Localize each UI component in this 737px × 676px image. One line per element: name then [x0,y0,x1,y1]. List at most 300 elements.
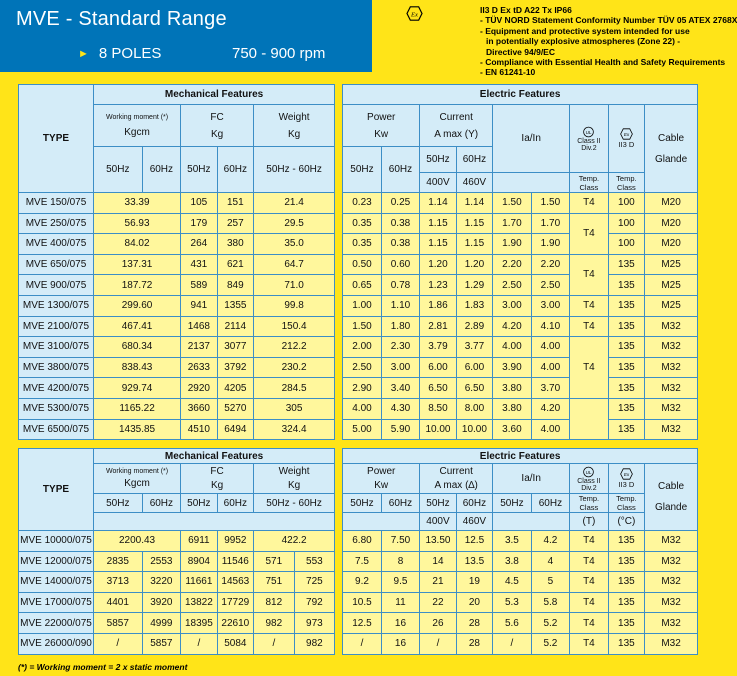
weight-value: 284.5 [254,378,335,399]
weight60-value: 792 [294,592,335,613]
weight50-value: / [254,633,295,654]
current400-value: 2.81 [420,316,456,337]
note-line: - Equipment and protective system intended for use in potentially explosive atmospheres (Zone 22) - Directive 94/9/EC [480,25,690,57]
iain50-value: 3.5 [493,531,532,552]
fc50-value: 18395 [181,613,217,634]
working-moment-value: 299.60 [93,295,180,316]
power50-value: 2.90 [343,378,382,399]
power60-value: 0.60 [381,254,420,275]
blank-cell [343,513,420,531]
fc60-value: 380 [217,234,253,255]
voltage-460-label: 460V [456,513,492,531]
iain50-value: 3.90 [493,357,532,378]
weight-value: 150.4 [254,316,335,337]
current400-value: 1.20 [420,254,456,275]
model-name: MVE 14000/075 [19,572,94,593]
table-row [19,337,698,358]
fc60-value: 11546 [217,551,253,572]
blank-cell [493,513,570,531]
working-moment60-value: 5857 [142,633,181,654]
blank-cell [493,173,570,193]
current460-value: 1.83 [456,295,492,316]
iain50-value: 3.80 [493,378,532,399]
temp-class-value: T4 [570,551,609,572]
hz50-label: 50Hz [343,494,382,513]
current400-value: 1.14 [420,193,456,214]
temp-c-value: 135 [608,613,644,634]
fc60-value: 4205 [217,378,253,399]
gap-cell [335,378,343,399]
ii3d-label: II3 D [618,480,635,489]
weight-label: Weight [278,111,310,123]
cable-value: M32 [645,378,698,399]
iain60-value: 1.70 [531,213,570,234]
gap-cell [335,213,343,234]
gap-cell [335,398,343,419]
current400-value: 3.79 [420,337,456,358]
iain-label: Ia/In [493,105,570,173]
current400-value: 1.15 [420,234,456,255]
temp-c-value: 135 [608,357,644,378]
working-moment-value: 2200.43 [93,531,180,552]
amax-y-label: A max (Y) [434,128,479,140]
svg-text:Ex: Ex [410,11,419,19]
temp-class-value: T4 [570,254,609,295]
ii3d-group [608,464,644,494]
mechanical-header: Mechanical Features [93,85,334,105]
fc60-value: 3792 [217,357,253,378]
power60-value: 5.90 [381,419,420,440]
gap-cell [335,633,343,654]
working-moment-label: Working moment (*) [106,468,169,475]
iain60-value: 5.2 [531,613,570,634]
working-moment-value: 187.72 [93,275,180,296]
footnote: (*) = Working moment = 2 x static moment [18,662,188,672]
fc60-value: 621 [217,254,253,275]
temp-c-value: 135 [608,551,644,572]
power50-value: 0.35 [343,213,382,234]
table-row [19,592,698,613]
working-moment50-value: 5857 [93,613,142,634]
power60-value: 3.40 [381,378,420,399]
current460-value: 19 [456,572,492,593]
table-row [19,254,698,275]
power-label: Power [367,466,396,477]
table-row [19,316,698,337]
working-moment-value: 137.31 [93,254,180,275]
gap-cell [335,572,343,593]
working-moment50-value: 2835 [93,551,142,572]
power60-value: 8 [381,551,420,572]
hz50-label: 50Hz [181,147,217,193]
glande-label: Glande [654,502,688,513]
note-line: - TÜV NORD Statement Conformity Number TÜV 05 ATEX 2768X [480,15,737,26]
fc50-value: 105 [181,193,217,214]
working-moment-value: 467.41 [93,316,180,337]
iain50-value: 3.8 [493,551,532,572]
current460-value: 1.20 [456,254,492,275]
fc-label: FC [210,111,224,123]
power50-value: 7.5 [343,551,382,572]
temp-class-value: T4 [570,337,609,399]
model-name: MVE 5300/075 [19,398,94,419]
model-name: MVE 10000/075 [19,531,94,552]
temp-c-value: 135 [608,254,644,275]
table-row [19,193,698,214]
iain60-value: 5.8 [531,592,570,613]
fc60-value: 5270 [217,398,253,419]
class2-group [570,464,609,494]
temp-c-value: 135 [608,531,644,552]
current-group [420,464,493,494]
temp-c-value: 100 [608,234,644,255]
arrow-right-icon: ► [78,48,89,60]
iain60-value: 4.10 [531,316,570,337]
hz60-label: 60Hz [142,147,181,193]
class2-label: Class II Div.2 [577,477,601,492]
fc50-value: 4510 [181,419,217,440]
working-moment-value: 838.43 [93,357,180,378]
working-moment-value: 84.02 [93,234,180,255]
power60-value: 9.5 [381,572,420,593]
electric-header: Electric Features [343,449,698,464]
cable-value: M32 [645,337,698,358]
working-moment-value: 56.93 [93,213,180,234]
weight-value: 305 [254,398,335,419]
iain50-value: 5.6 [493,613,532,634]
working-moment-value: 929.74 [93,378,180,399]
working-moment60-value: 2553 [142,551,181,572]
model-name: MVE 3800/075 [19,357,94,378]
gap-cell [335,613,343,634]
gap-cell [335,419,343,440]
table-row [19,531,698,552]
cable-value: M32 [645,613,698,634]
power60-value: 0.38 [381,213,420,234]
note-line: - EN 61241-10 [480,67,536,78]
cable-value: M32 [645,633,698,654]
fc-group [181,464,254,494]
iain60-value: 4 [531,551,570,572]
temp-c-value: 135 [608,592,644,613]
hz60-label: 60Hz [142,494,181,513]
voltage-460-label: 460V [456,173,492,193]
working-moment-label: Working moment (*) [106,113,169,121]
electric-header: Electric Features [343,85,698,105]
iain50-value: / [493,633,532,654]
table-row [19,551,698,572]
iain60-value: 4.00 [531,337,570,358]
power50-value: 4.00 [343,398,382,419]
cable-value: M32 [645,357,698,378]
power50-value: 0.65 [343,275,382,296]
current460-value: 2.89 [456,316,492,337]
iain60-value: 4.2 [531,531,570,552]
temp-class-label: Temp. Class [570,173,609,193]
fc50-value: 431 [181,254,217,275]
current460-value: 28 [456,633,492,654]
working-moment50-value: 3713 [93,572,142,593]
svg-text:UL: UL [586,469,592,475]
cable-value: M32 [645,531,698,552]
c-symbol-label: (°C) [608,513,644,531]
weight-value: 99.8 [254,295,335,316]
fc60-value: 17729 [217,592,253,613]
title-banner [0,0,372,72]
model-name: MVE 17000/075 [19,592,94,613]
hz50-label: 50Hz [493,494,532,513]
model-name: MVE 650/075 [19,254,94,275]
power60-value: 0.25 [381,193,420,214]
rpm-label: 750 - 900 rpm [232,45,326,62]
weight-group [254,464,335,494]
power-label: Power [367,111,396,123]
current400-value: 14 [420,551,456,572]
fc60-value: 257 [217,213,253,234]
temp-class-label: Temp. Class [608,173,644,193]
kg-label: Kg [287,480,301,491]
current400-value: 22 [420,592,456,613]
iain60-value: 2.50 [531,275,570,296]
iain60-value: 5.2 [531,633,570,654]
table-row [19,613,698,634]
power50-value: 12.5 [343,613,382,634]
iain50-value: 1.90 [493,234,532,255]
spec-table-large [18,448,698,655]
current400-value: 1.15 [420,213,456,234]
hz50-label: 50Hz [181,494,217,513]
note-line: - Compliance with Essential Health and Safety Requirements [480,57,726,68]
power50-value: 5.00 [343,419,382,440]
spec-table-standard [18,84,698,440]
temp-c-value: 135 [608,295,644,316]
gap-cell [335,316,343,337]
gap-cell [335,357,343,378]
power60-value: 16 [381,613,420,634]
iain50-value: 4.5 [493,572,532,593]
cable-label: Cable [657,132,685,144]
current400-value: 8.50 [420,398,456,419]
iain60-value: 3.00 [531,295,570,316]
model-name: MVE 250/075 [19,213,94,234]
power50-value: 2.50 [343,357,382,378]
iain60-value: 3.70 [531,378,570,399]
iain60-value: 4.20 [531,398,570,419]
power60-value: 4.30 [381,398,420,419]
iain50-value: 2.50 [493,275,532,296]
current-label: Current [439,111,473,123]
power60-value: 3.00 [381,357,420,378]
power50-value: 2.00 [343,337,382,358]
current460-value: 28 [456,613,492,634]
blank-cell [93,513,334,531]
working-moment-value: 680.34 [93,337,180,358]
fc60-value: 14563 [217,572,253,593]
iain50-value: 1.50 [493,193,532,214]
model-name: MVE 22000/075 [19,613,94,634]
iain-label: Ia/In [493,464,570,494]
iain60-value: 4.00 [531,419,570,440]
power60-value: 0.38 [381,234,420,255]
kgcm-label: Kgcm [124,478,150,489]
weight50-value: 812 [254,592,295,613]
weight-value: 64.7 [254,254,335,275]
class2-icon [582,466,595,478]
current460-value: 3.77 [456,337,492,358]
current460-value: 1.29 [456,275,492,296]
current400-value: / [420,633,456,654]
temp-class-value: T4 [570,613,609,634]
temp-class-value: T4 [570,592,609,613]
iain50-value: 3.80 [493,398,532,419]
page-title: MVE - Standard Range [16,8,227,30]
table-row [19,295,698,316]
ii3d-label: II3 D [618,140,635,149]
current460-value: 20 [456,592,492,613]
power60-value: 1.10 [381,295,420,316]
current460-value: 6.50 [456,378,492,399]
weight50-value: 751 [254,572,295,593]
working-moment50-value: 4401 [93,592,142,613]
model-name: MVE 2100/075 [19,316,94,337]
cable-value: M20 [645,234,698,255]
fc60-value: 151 [217,193,253,214]
temp-c-value: 100 [608,213,644,234]
kw-label: Kw [374,128,389,140]
weight50-value: 571 [254,551,295,572]
svg-text:UL: UL [586,129,592,135]
kg-label: Kg [287,128,301,140]
fc50-value: 941 [181,295,217,316]
current400-value: 13.50 [420,531,456,552]
fc50-value: 2633 [181,357,217,378]
temp-class-value: T4 [570,531,609,552]
power50-value: 1.50 [343,316,382,337]
cable-value: M20 [645,213,698,234]
ex-small-icon [620,128,633,140]
table-row [19,572,698,593]
poles-label: 8 POLES [98,45,162,62]
temp-c-value: 135 [608,316,644,337]
temp-c-value: 135 [608,378,644,399]
working-moment-value: 1435.85 [93,419,180,440]
glande-label: Glande [654,153,688,165]
weight-value: 35.0 [254,234,335,255]
power50-value: 0.50 [343,254,382,275]
model-name: MVE 150/075 [19,193,94,214]
weight60-value: 982 [294,633,335,654]
gap-cell [335,337,343,358]
cable-value: M32 [645,592,698,613]
cable-value: M20 [645,193,698,214]
fc60-value: 3077 [217,337,253,358]
hz-range-label: 50Hz - 60Hz [254,147,335,193]
current400-value: 6.50 [420,378,456,399]
temp-c-value: 135 [608,419,644,440]
current400-value: 1.86 [420,295,456,316]
working-moment-value: 33.39 [93,193,180,214]
power50-value: 0.35 [343,234,382,255]
power50-value: 0.23 [343,193,382,214]
fc50-value: 1468 [181,316,217,337]
type-header: TYPE [19,449,94,531]
temp-class-value: T4 [570,295,609,316]
model-name: MVE 12000/075 [19,551,94,572]
weight50-value: 982 [254,613,295,634]
current400-value: 21 [420,572,456,593]
iain60-value: 1.90 [531,234,570,255]
fc60-value: 1355 [217,295,253,316]
fc50-value: 6911 [181,531,217,552]
table-row [19,213,698,234]
power60-value: 0.78 [381,275,420,296]
current460-value: 1.15 [456,213,492,234]
hz60-label: 60Hz [531,494,570,513]
power60-value: 1.80 [381,316,420,337]
class2-icon [582,126,595,138]
cable-value: M32 [645,572,698,593]
type-header: TYPE [19,85,94,193]
fc-label: FC [210,466,224,477]
current400-value: 1.23 [420,275,456,296]
power50-value: / [343,633,382,654]
temp-c-value: 135 [608,633,644,654]
fc50-value: 11661 [181,572,217,593]
weight-value: 71.0 [254,275,335,296]
weight-value: 422.2 [254,531,335,552]
iain60-value: 5 [531,572,570,593]
amax-delta-label: A max (∆) [434,480,478,491]
temp-c-value: 135 [608,275,644,296]
subtitle [78,45,161,62]
gap-cell [335,295,343,316]
fc60-value: 9952 [217,531,253,552]
power60-value: 7.50 [381,531,420,552]
current400-value: 10.00 [420,419,456,440]
fc60-value: 6494 [217,419,253,440]
cable-value: M32 [645,419,698,440]
working-moment-value: 1165.22 [93,398,180,419]
iain60-value: 4.00 [531,357,570,378]
working-moment-group [93,464,180,494]
voltage-400-label: 400V [420,513,456,531]
weight-value: 324.4 [254,419,335,440]
gap-cell [335,254,343,275]
certification-notes [480,5,737,78]
fc50-value: 2137 [181,337,217,358]
weight-value: 21.4 [254,193,335,214]
iain60-value: 2.20 [531,254,570,275]
note-line: II3 D Ex tD A22 Tx IP66 [480,5,572,15]
voltage-400-label: 400V [420,173,456,193]
current400-value: 6.00 [420,357,456,378]
model-name: MVE 3100/075 [19,337,94,358]
temp-c-value: 135 [608,337,644,358]
fc60-value: 2114 [217,316,253,337]
model-name: MVE 1300/075 [19,295,94,316]
cable-group [645,464,698,531]
temp-class-value: T4 [570,572,609,593]
weight-label: Weight [278,466,310,477]
working-moment60-value: 4999 [142,613,181,634]
fc60-value: 849 [217,275,253,296]
current460-value: 12.5 [456,531,492,552]
gap-cell [335,531,343,552]
hz60-label: 60Hz [456,494,492,513]
hz60-label: 60Hz [381,494,420,513]
current460-value: 1.15 [456,234,492,255]
cable-value: M32 [645,398,698,419]
